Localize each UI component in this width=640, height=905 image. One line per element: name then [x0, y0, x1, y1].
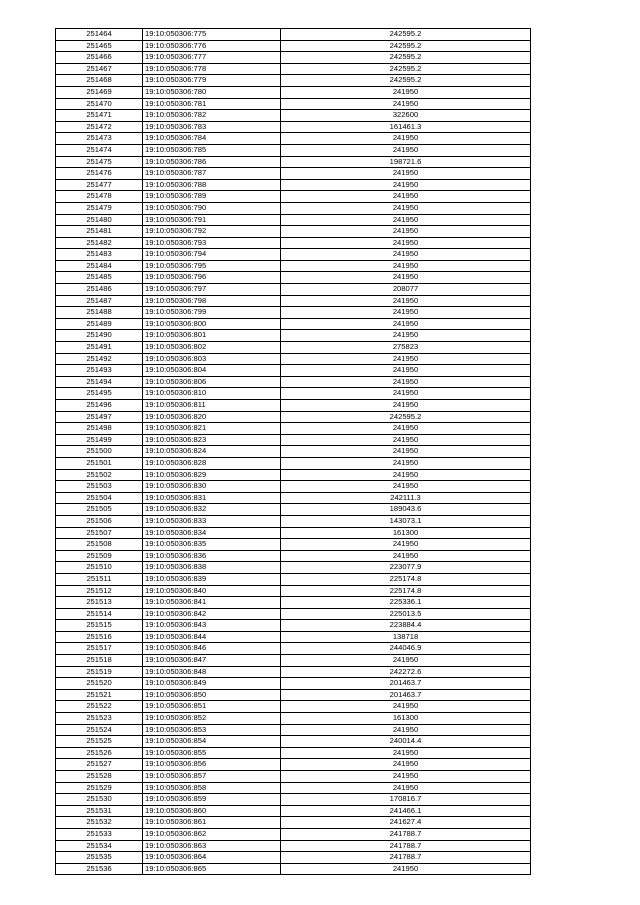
table-row	[56, 631, 531, 643]
value-cell: 241950	[281, 724, 531, 736]
cadastral-number-cell: 19:10:050306:864	[143, 852, 281, 864]
table-row	[56, 655, 531, 667]
table-row	[56, 678, 531, 690]
row-number-cell: 251499	[56, 434, 143, 446]
cadastral-number-cell: 19:10:050306:839	[143, 573, 281, 585]
table-row	[56, 597, 531, 609]
row-number-cell: 251464	[56, 29, 143, 41]
value-cell: 241950	[281, 226, 531, 238]
cadastral-number-cell: 19:10:050306:782	[143, 110, 281, 122]
cadastral-number-cell: 19:10:050306:804	[143, 365, 281, 377]
table-row	[56, 40, 531, 52]
cadastral-number-cell: 19:10:050306:806	[143, 376, 281, 388]
row-number-cell: 251487	[56, 295, 143, 307]
table-row	[56, 840, 531, 852]
value-cell: 241950	[281, 469, 531, 481]
row-number-cell: 251514	[56, 608, 143, 620]
value-cell: 241950	[281, 771, 531, 783]
table-row	[56, 168, 531, 180]
cadastral-number-cell: 19:10:050306:831	[143, 492, 281, 504]
table-row	[56, 29, 531, 41]
value-cell: 322600	[281, 110, 531, 122]
row-number-cell: 251471	[56, 110, 143, 122]
row-number-cell: 251516	[56, 631, 143, 643]
value-cell: 161300	[281, 527, 531, 539]
row-number-cell: 251483	[56, 249, 143, 261]
value-cell: 241950	[281, 782, 531, 794]
value-cell: 223077.9	[281, 562, 531, 574]
cadastral-number-cell: 19:10:050306:841	[143, 597, 281, 609]
value-cell: 241950	[281, 655, 531, 667]
table-row	[56, 249, 531, 261]
value-cell: 241950	[281, 191, 531, 203]
row-number-cell: 251474	[56, 144, 143, 156]
value-cell: 208077	[281, 284, 531, 296]
table-row	[56, 817, 531, 829]
value-cell: 241950	[281, 249, 531, 261]
row-number-cell: 251496	[56, 400, 143, 412]
row-number-cell: 251522	[56, 701, 143, 713]
row-number-cell: 251497	[56, 411, 143, 423]
cadastral-number-cell: 19:10:050306:854	[143, 736, 281, 748]
cadastral-number-cell: 19:10:050306:844	[143, 631, 281, 643]
cadastral-number-cell: 19:10:050306:803	[143, 353, 281, 365]
cadastral-number-cell: 19:10:050306:787	[143, 168, 281, 180]
cadastral-number-cell: 19:10:050306:794	[143, 249, 281, 261]
row-number-cell: 251517	[56, 643, 143, 655]
value-cell: 241466.1	[281, 805, 531, 817]
cadastral-number-cell: 19:10:050306:859	[143, 794, 281, 806]
row-number-cell: 251468	[56, 75, 143, 87]
value-cell: 241950	[281, 759, 531, 771]
cadastral-number-cell: 19:10:050306:793	[143, 237, 281, 249]
table-row	[56, 98, 531, 110]
row-number-cell: 251521	[56, 689, 143, 701]
value-cell: 242595.2	[281, 40, 531, 52]
row-number-cell: 251489	[56, 318, 143, 330]
table-row	[56, 620, 531, 632]
table-row	[56, 550, 531, 562]
row-number-cell: 251473	[56, 133, 143, 145]
value-cell: 241950	[281, 318, 531, 330]
cadastral-number-cell: 19:10:050306:788	[143, 179, 281, 191]
cadastral-number-cell: 19:10:050306:834	[143, 527, 281, 539]
table-row	[56, 713, 531, 725]
row-number-cell: 251524	[56, 724, 143, 736]
row-number-cell: 251491	[56, 342, 143, 354]
value-cell: 242595.2	[281, 52, 531, 64]
value-cell: 241788.7	[281, 852, 531, 864]
cadastral-number-cell: 19:10:050306:784	[143, 133, 281, 145]
cadastral-number-cell: 19:10:050306:865	[143, 863, 281, 875]
table-row	[56, 481, 531, 493]
value-cell: 241788.7	[281, 828, 531, 840]
row-number-cell: 251531	[56, 805, 143, 817]
value-cell: 240014.4	[281, 736, 531, 748]
cadastral-number-cell: 19:10:050306:840	[143, 585, 281, 597]
cadastral-number-cell: 19:10:050306:848	[143, 666, 281, 678]
table-row	[56, 133, 531, 145]
value-cell: 241788.7	[281, 840, 531, 852]
row-number-cell: 251512	[56, 585, 143, 597]
cadastral-number-cell: 19:10:050306:833	[143, 515, 281, 527]
value-cell: 244046.9	[281, 643, 531, 655]
cadastral-number-cell: 19:10:050306:800	[143, 318, 281, 330]
row-number-cell: 251535	[56, 852, 143, 864]
value-cell: 241950	[281, 295, 531, 307]
value-cell: 241950	[281, 376, 531, 388]
row-number-cell: 251534	[56, 840, 143, 852]
table-row	[56, 156, 531, 168]
row-number-cell: 251479	[56, 202, 143, 214]
row-number-cell: 251485	[56, 272, 143, 284]
row-number-cell: 251529	[56, 782, 143, 794]
table-row	[56, 573, 531, 585]
value-cell: 241950	[281, 434, 531, 446]
value-cell: 161300	[281, 713, 531, 725]
table-row	[56, 411, 531, 423]
table-row	[56, 342, 531, 354]
row-number-cell: 251470	[56, 98, 143, 110]
row-number-cell: 251476	[56, 168, 143, 180]
value-cell: 241950	[281, 86, 531, 98]
row-number-cell: 251532	[56, 817, 143, 829]
value-cell: 241950	[281, 214, 531, 226]
row-number-cell: 251477	[56, 179, 143, 191]
table-row	[56, 272, 531, 284]
value-cell: 241950	[281, 237, 531, 249]
row-number-cell: 251469	[56, 86, 143, 98]
cadastral-number-cell: 19:10:050306:850	[143, 689, 281, 701]
table-row	[56, 539, 531, 551]
cadastral-number-cell: 19:10:050306:796	[143, 272, 281, 284]
value-cell: 241950	[281, 144, 531, 156]
cadastral-number-cell: 19:10:050306:856	[143, 759, 281, 771]
cadastral-number-cell: 19:10:050306:799	[143, 307, 281, 319]
value-cell: 189043.6	[281, 504, 531, 516]
cadastral-value-table	[55, 28, 531, 875]
value-cell: 201463.7	[281, 689, 531, 701]
row-number-cell: 251510	[56, 562, 143, 574]
cadastral-number-cell: 19:10:050306:811	[143, 400, 281, 412]
table-row	[56, 191, 531, 203]
value-cell: 161461.3	[281, 121, 531, 133]
value-cell: 242272.6	[281, 666, 531, 678]
table-row	[56, 701, 531, 713]
table-row	[56, 144, 531, 156]
row-number-cell: 251481	[56, 226, 143, 238]
value-cell: 241950	[281, 539, 531, 551]
cadastral-number-cell: 19:10:050306:862	[143, 828, 281, 840]
cadastral-number-cell: 19:10:050306:798	[143, 295, 281, 307]
table-row	[56, 457, 531, 469]
table-row	[56, 307, 531, 319]
row-number-cell: 251494	[56, 376, 143, 388]
value-cell: 241950	[281, 330, 531, 342]
value-cell: 241950	[281, 168, 531, 180]
row-number-cell: 251492	[56, 353, 143, 365]
table-row	[56, 852, 531, 864]
cadastral-number-cell: 19:10:050306:860	[143, 805, 281, 817]
row-number-cell: 251520	[56, 678, 143, 690]
cadastral-number-cell: 19:10:050306:824	[143, 446, 281, 458]
cadastral-number-cell: 19:10:050306:786	[143, 156, 281, 168]
table-row	[56, 110, 531, 122]
cadastral-number-cell: 19:10:050306:857	[143, 771, 281, 783]
value-cell: 170816.7	[281, 794, 531, 806]
table-row	[56, 179, 531, 191]
cadastral-number-cell: 19:10:050306:821	[143, 423, 281, 435]
table-row	[56, 121, 531, 133]
value-cell: 143073.1	[281, 515, 531, 527]
table-row	[56, 237, 531, 249]
table-row	[56, 434, 531, 446]
row-number-cell: 251480	[56, 214, 143, 226]
value-cell: 241950	[281, 701, 531, 713]
value-cell: 225336.1	[281, 597, 531, 609]
cadastral-number-cell: 19:10:050306:823	[143, 434, 281, 446]
table-row	[56, 504, 531, 516]
cadastral-number-cell: 19:10:050306:830	[143, 481, 281, 493]
row-number-cell: 251472	[56, 121, 143, 133]
table-row	[56, 52, 531, 64]
cadastral-number-cell: 19:10:050306:776	[143, 40, 281, 52]
cadastral-number-cell: 19:10:050306:777	[143, 52, 281, 64]
row-number-cell: 251509	[56, 550, 143, 562]
table-row	[56, 226, 531, 238]
value-cell: 241950	[281, 423, 531, 435]
cadastral-number-cell: 19:10:050306:791	[143, 214, 281, 226]
value-cell: 241950	[281, 133, 531, 145]
row-number-cell: 251501	[56, 457, 143, 469]
value-cell: 225013.5	[281, 608, 531, 620]
cadastral-number-cell: 19:10:050306:835	[143, 539, 281, 551]
row-number-cell: 251536	[56, 863, 143, 875]
row-number-cell: 251498	[56, 423, 143, 435]
table-row	[56, 492, 531, 504]
cadastral-number-cell: 19:10:050306:795	[143, 260, 281, 272]
value-cell: 241950	[281, 400, 531, 412]
row-number-cell: 251478	[56, 191, 143, 203]
row-number-cell: 251533	[56, 828, 143, 840]
table-row	[56, 446, 531, 458]
row-number-cell: 251505	[56, 504, 143, 516]
table-row	[56, 400, 531, 412]
table-row	[56, 689, 531, 701]
value-cell: 241950	[281, 272, 531, 284]
value-cell: 241950	[281, 307, 531, 319]
cadastral-number-cell: 19:10:050306:783	[143, 121, 281, 133]
table-row	[56, 284, 531, 296]
value-cell: 241950	[281, 202, 531, 214]
row-number-cell: 251504	[56, 492, 143, 504]
row-number-cell: 251528	[56, 771, 143, 783]
cadastral-number-cell: 19:10:050306:832	[143, 504, 281, 516]
value-cell: 198721.6	[281, 156, 531, 168]
value-cell: 241950	[281, 353, 531, 365]
table-row	[56, 666, 531, 678]
value-cell: 241627.4	[281, 817, 531, 829]
table-row	[56, 515, 531, 527]
row-number-cell: 251484	[56, 260, 143, 272]
table-row	[56, 469, 531, 481]
cadastral-number-cell: 19:10:050306:779	[143, 75, 281, 87]
cadastral-number-cell: 19:10:050306:852	[143, 713, 281, 725]
value-cell: 242111.3	[281, 492, 531, 504]
cadastral-number-cell: 19:10:050306:855	[143, 747, 281, 759]
cadastral-number-cell: 19:10:050306:828	[143, 457, 281, 469]
cadastral-number-cell: 19:10:050306:863	[143, 840, 281, 852]
table-row	[56, 330, 531, 342]
cadastral-number-cell: 19:10:050306:810	[143, 388, 281, 400]
value-cell: 242595.2	[281, 75, 531, 87]
value-cell: 275823	[281, 342, 531, 354]
row-number-cell: 251503	[56, 481, 143, 493]
table-row	[56, 828, 531, 840]
table-row	[56, 63, 531, 75]
cadastral-number-cell: 19:10:050306:801	[143, 330, 281, 342]
value-cell: 241950	[281, 863, 531, 875]
table-row	[56, 736, 531, 748]
cadastral-number-cell: 19:10:050306:851	[143, 701, 281, 713]
row-number-cell: 251530	[56, 794, 143, 806]
value-cell: 225174.8	[281, 585, 531, 597]
cadastral-number-cell: 19:10:050306:842	[143, 608, 281, 620]
row-number-cell: 251490	[56, 330, 143, 342]
cadastral-number-cell: 19:10:050306:838	[143, 562, 281, 574]
cadastral-number-cell: 19:10:050306:836	[143, 550, 281, 562]
row-number-cell: 251515	[56, 620, 143, 632]
table-row	[56, 86, 531, 98]
cadastral-number-cell: 19:10:050306:829	[143, 469, 281, 481]
table-row	[56, 388, 531, 400]
row-number-cell: 251518	[56, 655, 143, 667]
cadastral-number-cell: 19:10:050306:775	[143, 29, 281, 41]
table-row	[56, 863, 531, 875]
value-cell: 241950	[281, 446, 531, 458]
table-row	[56, 782, 531, 794]
table-body	[56, 29, 531, 875]
value-cell: 241950	[281, 365, 531, 377]
row-number-cell: 251526	[56, 747, 143, 759]
cadastral-number-cell: 19:10:050306:843	[143, 620, 281, 632]
row-number-cell: 251511	[56, 573, 143, 585]
value-cell: 241950	[281, 260, 531, 272]
cadastral-number-cell: 19:10:050306:820	[143, 411, 281, 423]
table-row	[56, 75, 531, 87]
row-number-cell: 251467	[56, 63, 143, 75]
cadastral-number-cell: 19:10:050306:853	[143, 724, 281, 736]
cadastral-number-cell: 19:10:050306:858	[143, 782, 281, 794]
table-row	[56, 585, 531, 597]
row-number-cell: 251502	[56, 469, 143, 481]
row-number-cell: 251519	[56, 666, 143, 678]
table-row	[56, 214, 531, 226]
row-number-cell: 251513	[56, 597, 143, 609]
value-cell: 241950	[281, 550, 531, 562]
row-number-cell: 251466	[56, 52, 143, 64]
table-row	[56, 747, 531, 759]
cadastral-number-cell: 19:10:050306:849	[143, 678, 281, 690]
table-row	[56, 423, 531, 435]
row-number-cell: 251475	[56, 156, 143, 168]
row-number-cell: 251465	[56, 40, 143, 52]
table-row	[56, 318, 531, 330]
value-cell: 225174.8	[281, 573, 531, 585]
cadastral-number-cell: 19:10:050306:778	[143, 63, 281, 75]
value-cell: 241950	[281, 388, 531, 400]
row-number-cell: 251527	[56, 759, 143, 771]
cadastral-number-cell: 19:10:050306:802	[143, 342, 281, 354]
value-cell: 242595.2	[281, 63, 531, 75]
row-number-cell: 251500	[56, 446, 143, 458]
value-cell: 201463.7	[281, 678, 531, 690]
cadastral-number-cell: 19:10:050306:847	[143, 655, 281, 667]
table-row	[56, 759, 531, 771]
row-number-cell: 251495	[56, 388, 143, 400]
table-row	[56, 295, 531, 307]
cadastral-number-cell: 19:10:050306:790	[143, 202, 281, 214]
value-cell: 138718	[281, 631, 531, 643]
value-cell: 223884.4	[281, 620, 531, 632]
value-cell: 242595.2	[281, 29, 531, 41]
value-cell: 241950	[281, 179, 531, 191]
table-row	[56, 805, 531, 817]
value-cell: 241950	[281, 457, 531, 469]
cadastral-number-cell: 19:10:050306:861	[143, 817, 281, 829]
value-cell: 242595.2	[281, 411, 531, 423]
row-number-cell: 251525	[56, 736, 143, 748]
table-row	[56, 202, 531, 214]
cadastral-number-cell: 19:10:050306:846	[143, 643, 281, 655]
table-row	[56, 562, 531, 574]
row-number-cell: 251486	[56, 284, 143, 296]
table-row	[56, 260, 531, 272]
row-number-cell: 251493	[56, 365, 143, 377]
cadastral-number-cell: 19:10:050306:789	[143, 191, 281, 203]
table-row	[56, 794, 531, 806]
value-cell: 241950	[281, 481, 531, 493]
row-number-cell: 251506	[56, 515, 143, 527]
table-row	[56, 724, 531, 736]
table-row	[56, 771, 531, 783]
value-cell: 241950	[281, 98, 531, 110]
table-row	[56, 527, 531, 539]
row-number-cell: 251508	[56, 539, 143, 551]
row-number-cell: 251507	[56, 527, 143, 539]
table-row	[56, 643, 531, 655]
cadastral-number-cell: 19:10:050306:797	[143, 284, 281, 296]
cadastral-number-cell: 19:10:050306:785	[143, 144, 281, 156]
cadastral-number-cell: 19:10:050306:780	[143, 86, 281, 98]
row-number-cell: 251488	[56, 307, 143, 319]
table-row	[56, 365, 531, 377]
table-row	[56, 353, 531, 365]
row-number-cell: 251523	[56, 713, 143, 725]
value-cell: 241950	[281, 747, 531, 759]
cadastral-number-cell: 19:10:050306:781	[143, 98, 281, 110]
cadastral-number-cell: 19:10:050306:792	[143, 226, 281, 238]
row-number-cell: 251482	[56, 237, 143, 249]
table-row	[56, 608, 531, 620]
table-row	[56, 376, 531, 388]
